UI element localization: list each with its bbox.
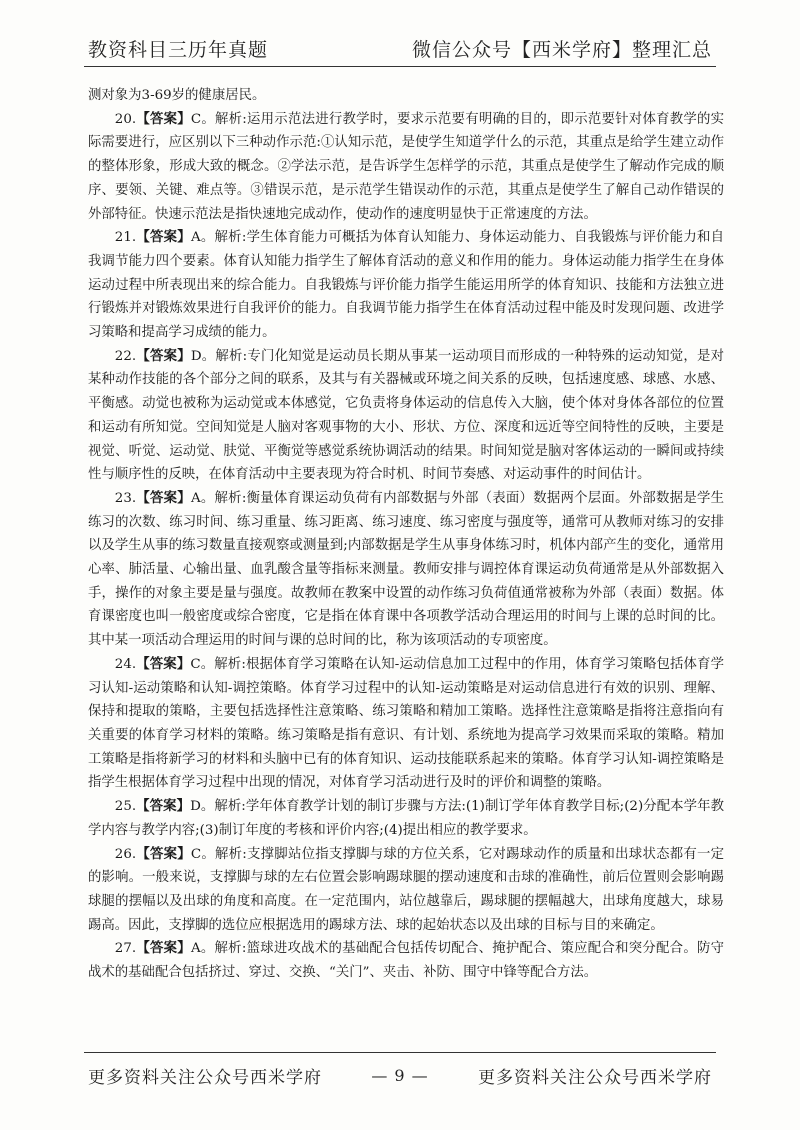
answer-content <box>88 84 724 985</box>
answer-text: A。解析:篮球进攻战术的基础配合包括传切配合、掩护配合、策应配合和突分配合。防守战术的基础配合包括挤过、穿过、交换、“关门”、夹击、补防、围守中锋等配合方法。 <box>88 941 725 981</box>
answer-text: A。解析:衡量体育课运动负荷有内部数据与外部（表面）数据两个层面。外部数据是学生练习的次数、练习时间、练习重量、练习距离、练习速度、练习密度与强度等，通常可从教师对练习的安排以及学生从事的练习数量直接观察或测量到;内部数据是学生从事身体练习时，机体内部产生的变化，通常用心率、肺活量、心输出量、血乳酸含量等指标来测量。教师安排与调控体育课运动负荷通常是从外部数据入手，操作的对象主要是量与强度。故教师在教案中设置的动作练习负荷值通常被称为外部（表面）数据。体育课密度也叫一般密度或综合密度，它是指在体育课中各项教学活动合理运用的时间与上课的总时间的比。其中某一项活动合理运用的时间与课的总时间的比，称为该项活动的专项密度。 <box>88 490 725 649</box>
answer-label: 【答案】 <box>136 940 191 957</box>
answer-paragraph-21 <box>88 226 724 345</box>
answer-number: 21. <box>114 230 137 246</box>
answer-label: 【答案】 <box>136 489 191 506</box>
answer-text: A。解析:学生体育能力可概括为体育认知能力、身体运动能力、自我锻炼与评价能力和自我调节能力四个要素。体育认知能力指学生了解体育活动的意义和作用的能力。身体运动能力指学生在身体运动过程中所表现出来的综合能力。自我锻炼与评价能力指学生能运用所学的体育知识、技能和方法独立进行锻炼并对锻炼效果进行自我评价的能力。自我调节能力指学生在体育活动过程中能及时发现问题、改进学习策略和提高学习成绩的能力。 <box>88 230 725 341</box>
answer-paragraph-22 <box>88 345 724 487</box>
answer-paragraph-27 <box>88 937 724 984</box>
answer-number: 27. <box>114 941 137 957</box>
header-divider <box>84 66 716 67</box>
answer-label: 【答案】 <box>136 229 191 246</box>
answer-number: 20. <box>114 111 137 127</box>
footer-left-note: 更多资料关注公众号西米学府 <box>88 1067 322 1088</box>
answer-text: C。解析:支撑脚站位指支撑脚与球的方位关系，它对踢球动作的质量和出球状态都有一定的影响。一般来说，支撑脚与球的左右位置会影响踢球腿的摆动速度和击球的准确性，前后位置则会影响踢球腿的摆幅以及出球的角度和高度。在一定范围内，站位越靠后，踢球腿的摆幅越大，出球角度越大，球易踢高。因此，支撑脚的选位应根据选用的踢球方法、球的起始状态以及出球的目标与目的来确定。 <box>88 846 725 933</box>
answer-label: 【答案】 <box>136 845 191 862</box>
footer-right-note: 更多资料关注公众号西米学府 <box>477 1067 712 1088</box>
answer-label: 【答案】 <box>136 798 191 815</box>
intro-paragraph: 测对象为3-69岁的健康居民。 <box>88 88 266 103</box>
answer-number: 22. <box>114 348 137 364</box>
answer-paragraph-26 <box>88 843 724 938</box>
answer-label: 【答案】 <box>136 347 191 364</box>
answer-paragraph-23 <box>88 487 724 653</box>
answer-label: 【答案】 <box>136 655 191 672</box>
answer-text: D。解析:专门化知觉是运动员长期从事某一运动项目而形成的一种特殊的运动知觉，是对某种动作技能的各个部分之间的联系，及其与有关器械或环境之间关系的反映，包括速度感、球感、水感、平衡感。动觉也被称为运动觉或本体感觉，它负责将身体运动的信息传入大脑，使个体对身体各部位的位置和运动有所知觉。空间知觉是人脑对客观事物的大小、形状、方位、深度和远近等空间特性的反映，主要是视觉、听觉、运动觉、肤觉、平衡觉等感觉系统协调活动的结果。时间知觉是脑对客体运动的一瞬间或持续性与顺序性的反映，在体育活动中主要表现为符合时机、时间节奏感、对运动事件的时间估计。 <box>88 348 725 483</box>
header-right-title: 微信公众号【西米学府】整理汇总 <box>411 39 712 61</box>
answer-number: 24. <box>114 656 137 672</box>
answer-number: 26. <box>114 846 137 862</box>
page-header <box>88 26 712 62</box>
footer-divider <box>84 1052 716 1053</box>
header-left-title: 教资科目三历年真题 <box>88 39 269 61</box>
answer-number: 23. <box>114 490 137 506</box>
answer-text: D。解析:学年体育教学计划的制订步骤与方法:(1)制订学年体育教学目标;(2)分配本学年教学内容与教学内容;(3)制订年度的考核和评价内容;(4)提出相应的教学要求。 <box>88 799 724 838</box>
page-number: — 9 — <box>371 1065 429 1085</box>
answer-paragraph-25 <box>88 795 724 842</box>
answer-number: 25. <box>114 799 137 815</box>
answer-label: 【答案】 <box>136 110 191 127</box>
answer-text: C。解析:根据体育学习策略在认知-运动信息加工过程中的作用，体育学习策略包括体育学习认知-运动策略和认知-调控策略。体育学习过程中的认知-运动策略是对运动信息进行有效的识别、理解、保持和提取的策略，主要包括选择性注意策略、练习策略和精加工策略。选择性注意策略是指将注意指向有关重要的体育学习材料的策略。练习策略是指有意识、有计划、系统地为提高学习效果而采取的策略。精加工策略是指将新学习的材料和头脑中已有的体育知识、运动技能联系起来的策略。体育学习认知-调控策略是指学生根据体育学习过程中出现的情况，对体育学习活动进行及时的评价和调整的策略。 <box>88 656 725 791</box>
answer-paragraph-20 <box>88 108 724 227</box>
page-footer <box>88 1060 712 1090</box>
answer-paragraph-24 <box>88 653 724 795</box>
answer-text: C。解析:运用示范法进行教学时，要求示范要有明确的目的，即示范要针对体育教学的实际需要进行，应区别以下三种动作示范:①认知示范，是使学生知道学什么的示范，其重点是给学生建立动作的整体形象，形成大致的概念。②学法示范，是告诉学生怎样学的示范，其重点是使学生了解动作完成的顺序、要领、关键、难点等。③错误示范，是示范学生错误动作的示范，其重点是使学生了解自己动作错误的外部特征。快速示范法是指快速地完成动作，使动作的速度明显快于正常速度的方法。 <box>88 111 725 222</box>
